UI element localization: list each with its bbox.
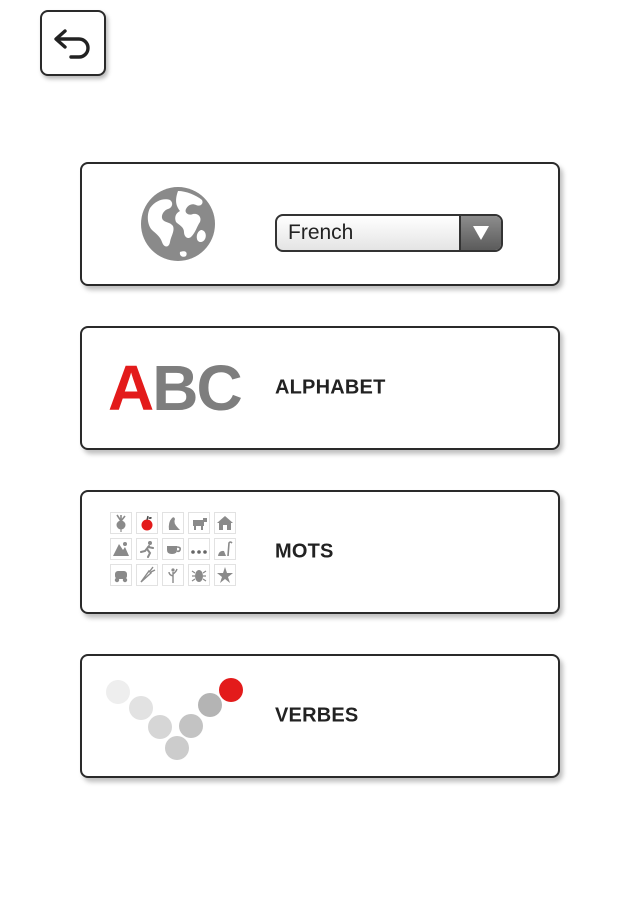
seal-icon (162, 512, 184, 534)
car-icon (110, 564, 132, 586)
cup-icon (162, 538, 184, 560)
alphabet-card[interactable] (80, 326, 560, 450)
mots-label: MOTS (275, 540, 334, 563)
carrot-icon (136, 564, 158, 586)
language-select[interactable] (275, 214, 503, 252)
verbes-label: VERBES (275, 704, 359, 727)
cow-icon (188, 512, 210, 534)
vacuum-icon (214, 538, 236, 560)
starfish-icon (214, 564, 236, 586)
alphabet-label: ALPHABET (275, 376, 386, 399)
radish-icon (110, 512, 132, 534)
globe-icon (140, 186, 216, 262)
house-icon (214, 512, 236, 534)
select-arrow-button[interactable] (459, 216, 501, 250)
apple-icon (136, 512, 158, 534)
mountain-icon (110, 538, 132, 560)
language-card (80, 162, 560, 286)
triangle-down-icon (471, 224, 491, 242)
flower-icon (162, 564, 184, 586)
abc-logo (108, 352, 241, 424)
ellipsis-icon (188, 538, 210, 560)
words-icon-grid (110, 512, 236, 586)
mots-card[interactable] (80, 490, 560, 614)
language-select-value: French (288, 221, 354, 244)
abc-logo-gray-letters: BC (152, 352, 241, 424)
checkmark-dots-icon (102, 676, 252, 768)
back-button[interactable] (40, 10, 106, 76)
runner-icon (136, 538, 158, 560)
beetle-icon (188, 564, 210, 586)
undo-arrow-icon (51, 26, 95, 60)
verbes-card[interactable] (80, 654, 560, 778)
abc-logo-red-letter: A (108, 352, 153, 424)
